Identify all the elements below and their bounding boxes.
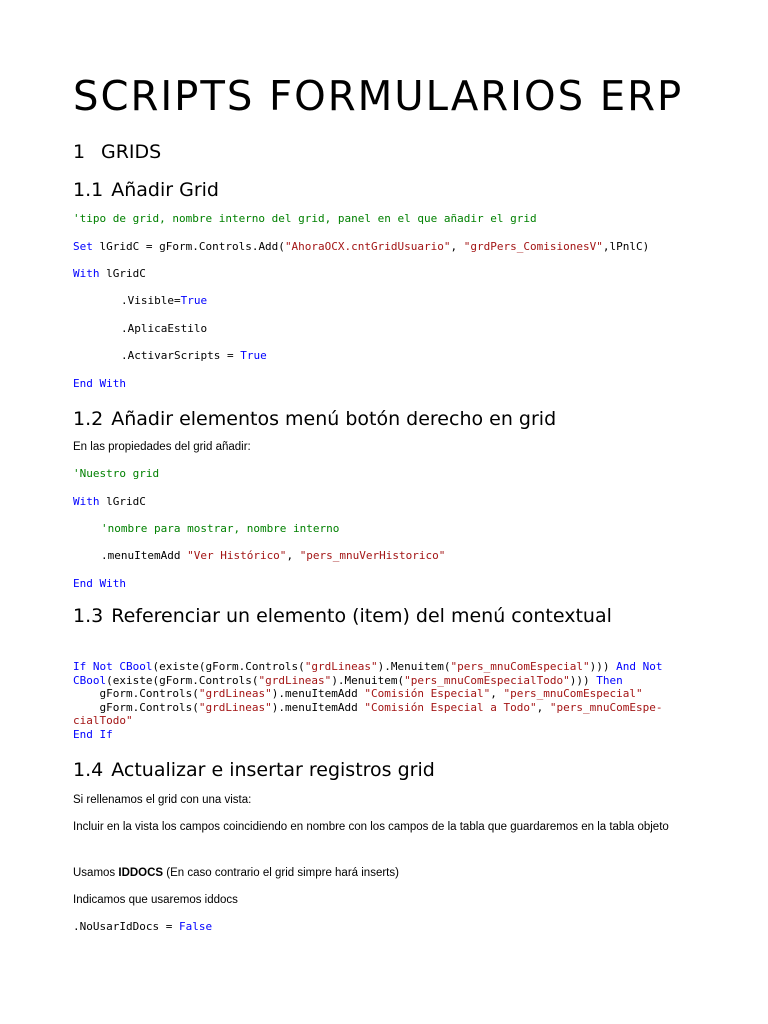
subsection-label: Referenciar un elemento (item) del menú contextual bbox=[111, 605, 612, 627]
section-label: GRIDS bbox=[101, 141, 162, 163]
string-literal: "grdLineas" bbox=[198, 687, 272, 700]
code-text: .NoUsarIdDocs = bbox=[73, 920, 179, 933]
code-block-if bbox=[73, 660, 662, 741]
code-line bbox=[73, 660, 662, 674]
paragraph: Incluir en la vista los campos coincidiendo en nombre con los campos de la tabla que guardaremos en la tabla objeto bbox=[73, 821, 669, 833]
subsection-label: Añadir Grid bbox=[111, 179, 219, 201]
keyword: CBool bbox=[73, 673, 107, 687]
paragraph: Si rellenamos el grid con una vista: bbox=[73, 794, 252, 806]
code-text: .Visible= bbox=[121, 294, 181, 307]
code-text: (existe(gForm.Controls( bbox=[152, 660, 305, 673]
subsection-number: 1.2 bbox=[73, 408, 104, 430]
code-with-line bbox=[73, 267, 146, 281]
code-menuitemadd-line bbox=[73, 549, 445, 563]
paragraph bbox=[73, 865, 399, 882]
code-text: lGridC bbox=[99, 495, 146, 508]
code-nousariddocs-line bbox=[73, 920, 212, 934]
subsection-label: Actualizar e insertar registros grid bbox=[111, 759, 435, 781]
keyword: If Not CBool bbox=[73, 660, 153, 673]
string-literal: "Comisión Especial a Todo" bbox=[364, 700, 537, 714]
code-text: (existe(gForm.Controls( bbox=[106, 673, 259, 687]
code-comment-line: 'tipo de grid, nombre interno del grid, panel en el que añadir el grid bbox=[73, 212, 537, 225]
code-line bbox=[73, 674, 662, 688]
code-text: ).menuItemAdd bbox=[271, 700, 365, 714]
code-activarscripts-line bbox=[73, 349, 267, 363]
string-literal: "pers_mnuVerHistorico" bbox=[299, 549, 446, 562]
code-line bbox=[73, 728, 662, 742]
code-text: ,lPnlC) bbox=[602, 240, 650, 253]
code-text: ).menuItemAdd bbox=[271, 687, 365, 700]
code-comment-line: 'Nuestro grid bbox=[73, 467, 160, 480]
code-text: , bbox=[450, 240, 464, 253]
keyword: True bbox=[240, 349, 267, 362]
paragraph: En las propiedades del grid añadir: bbox=[73, 441, 251, 453]
subsection-anadir-grid-heading bbox=[73, 179, 219, 201]
code-text: , bbox=[536, 700, 550, 714]
code-text: gForm.Controls( bbox=[73, 687, 199, 700]
string-literal: "Comisión Especial" bbox=[364, 687, 491, 700]
code-endwith-line: End With bbox=[73, 377, 126, 390]
string-literal: "grdLineas" bbox=[304, 660, 378, 673]
string-literal: "grdPers_ComisionesV" bbox=[463, 240, 603, 253]
string-literal: "Ver Histórico" bbox=[187, 549, 287, 562]
code-text: , bbox=[286, 549, 300, 562]
keyword: With bbox=[73, 495, 100, 508]
code-line bbox=[73, 687, 662, 701]
code-set-line bbox=[73, 240, 649, 254]
subsection-actualizar-heading bbox=[73, 759, 435, 781]
subsection-number: 1.3 bbox=[73, 605, 104, 627]
paragraph: Indicamos que usaremos iddocs bbox=[73, 894, 238, 906]
code-endwith-line: End With bbox=[73, 577, 126, 590]
code-with-line bbox=[73, 495, 146, 509]
code-comment-line: 'nombre para mostrar, nombre interno bbox=[101, 522, 340, 535]
code-aplicaestilo-line: .AplicaEstilo bbox=[121, 322, 208, 335]
subsection-referenciar-heading bbox=[73, 605, 612, 627]
code-text: gForm.Controls( bbox=[73, 700, 199, 714]
keyword: Set bbox=[73, 240, 93, 253]
string-literal: "pers_mnuComEspecial" bbox=[450, 660, 590, 673]
keyword: With bbox=[73, 267, 100, 280]
string-literal: "grdLineas" bbox=[258, 673, 332, 687]
text-run: Usamos bbox=[73, 867, 119, 879]
section-grids-heading bbox=[73, 141, 161, 163]
code-text: , bbox=[490, 687, 504, 700]
string-literal: "pers_mnuComEspecialTodo" bbox=[404, 673, 570, 687]
code-text: ).Menuitem( bbox=[331, 673, 405, 687]
code-text: ))) bbox=[589, 660, 617, 673]
keyword: And Not bbox=[616, 660, 663, 673]
subsection-number: 1.1 bbox=[73, 179, 104, 201]
code-text: .ActivarScripts = bbox=[121, 349, 241, 362]
subsection-menu-items-heading bbox=[73, 408, 556, 430]
code-visible-line bbox=[73, 294, 207, 308]
code-text: ).Menuitem( bbox=[377, 660, 451, 673]
code-text: lGridC = gForm.Controls.Add( bbox=[92, 240, 285, 253]
bold-text: IDDOCS bbox=[118, 867, 164, 879]
keyword: Then bbox=[596, 673, 623, 687]
code-text: lGridC bbox=[99, 267, 146, 280]
string-literal: "AhoraOCX.cntGridUsuario" bbox=[284, 240, 451, 253]
section-number: 1 bbox=[73, 141, 86, 163]
string-literal: "grdLineas" bbox=[198, 700, 272, 714]
code-text: ))) bbox=[569, 673, 597, 687]
string-literal: cialTodo" bbox=[73, 714, 133, 727]
keyword: True bbox=[180, 294, 208, 307]
code-text: .menuItemAdd bbox=[101, 549, 188, 562]
string-literal: "pers_mnuComEspecial" bbox=[503, 687, 643, 700]
subsection-number: 1.4 bbox=[73, 759, 104, 781]
code-line bbox=[73, 701, 662, 715]
document-title: SCRIPTS FORMULARIOS ERP bbox=[73, 72, 684, 120]
keyword: End If bbox=[73, 727, 113, 741]
code-line bbox=[73, 714, 662, 728]
text-run: (En caso contrario el grid simpre hará inserts) bbox=[163, 867, 399, 879]
subsection-label: Añadir elementos menú botón derecho en grid bbox=[111, 408, 557, 430]
string-literal: "pers_mnuComEspe- bbox=[549, 700, 663, 714]
keyword: False bbox=[178, 920, 213, 933]
